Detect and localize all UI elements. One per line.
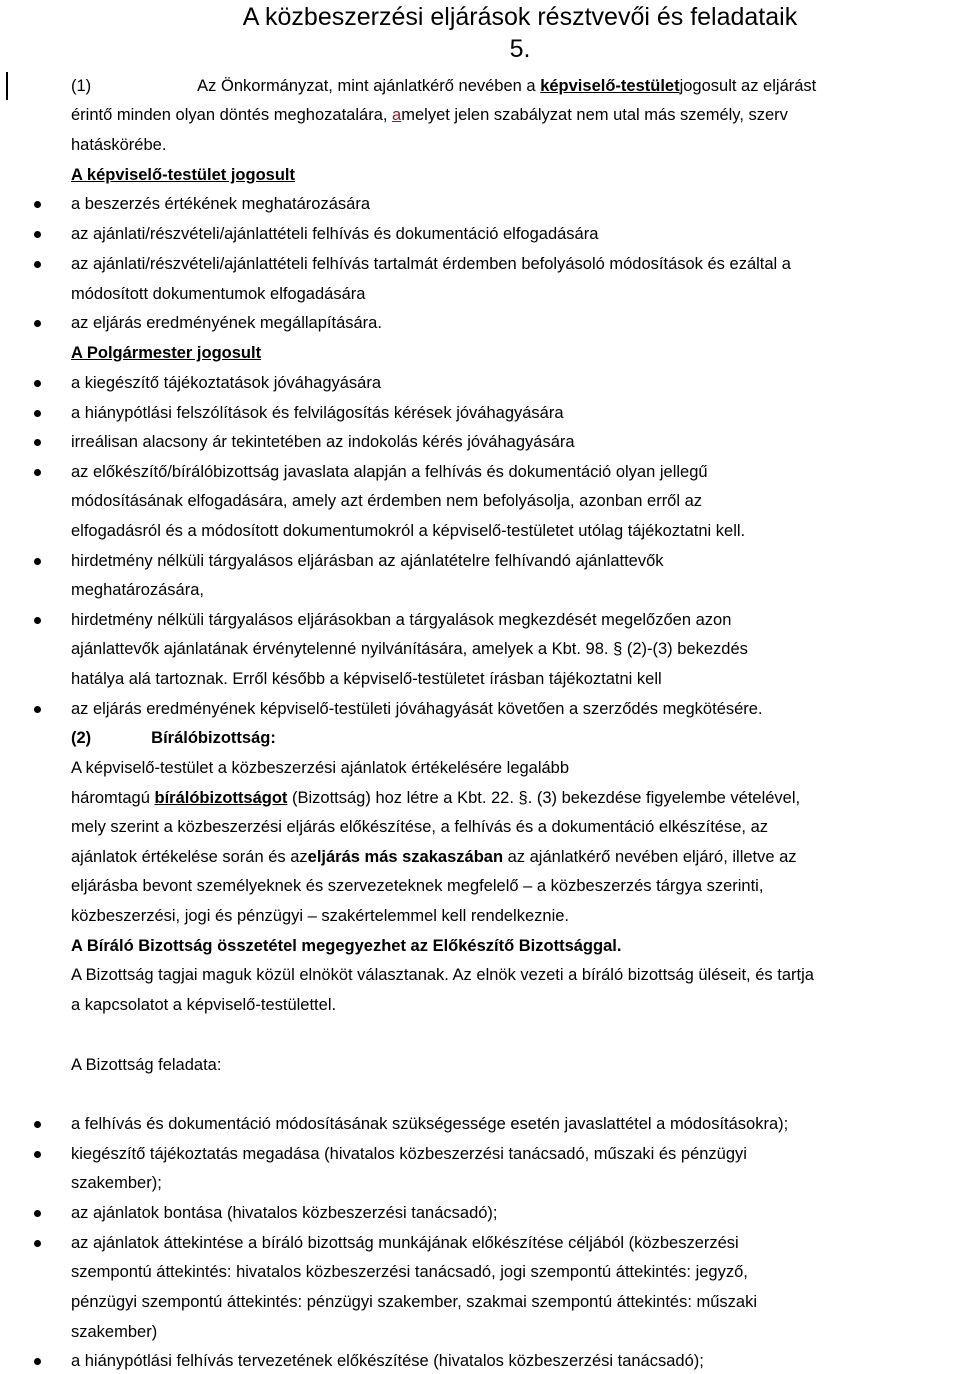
list-item: kiegészítő tájékoztatás megadása (hivatalos közbeszerzési tanácsadó, műszaki és pénzügyi (71, 1145, 747, 1163)
bullet-icon (34, 706, 41, 713)
list-item: irreálisan alacsony ár tekintetében az indokolás kérés jóváhagyására (71, 433, 575, 451)
list-item: az eljárás eredményének képviselő-testületi jóváhagyását követően a szerződés megkötésére. (71, 700, 763, 718)
s1-line-3: hatáskörébe. (71, 136, 167, 154)
bullet-icon (34, 380, 41, 387)
document-title: A közbeszerzési eljárások résztvevői és feladataik (242, 3, 798, 31)
list-item-cont: ajánlattevők ajánlatának érvénytelenné nyilvánítására, amelyek a Kbt. 98. § (2)-(3) bekezdés (71, 640, 748, 658)
section-number: 5. (509, 35, 531, 63)
s1-line-2: érintő minden olyan döntés meghozatalára, amelyet jelen szabályzat nem utal más személy, szerv (71, 106, 788, 124)
list-item: az ajánlatok áttekintése a bíráló bizottság munkájának előkészítése céljából (közbeszerzési (71, 1234, 739, 1252)
bold-statement: A Bíráló Bizottság összetétel megegyezhet az Előkészítő Bizottsággal. (71, 937, 622, 955)
list-item-cont: pénzügyi szempontú áttekintés: pénzügyi szakember, szakmai szempontú áttekintés: műszaki (71, 1293, 758, 1311)
bullet-icon (34, 1151, 41, 1158)
bullet-icon (34, 558, 41, 565)
list-item-cont: módosított dokumentumok elfogadására (71, 285, 366, 303)
list-item: az eljárás eredményének megállapítására. (71, 314, 382, 332)
section-heading: Bírálóbizottság: (151, 729, 276, 747)
list-item: az ajánlati/részvételi/ajánlattételi felhívás és dokumentáció elfogadására (71, 225, 599, 243)
s2-p1-line-3: mely szerint a közbeszerzési eljárás előkészítése, a felhívás és a dokumentáció elkészítése, az (71, 818, 768, 836)
list-item: hirdetmény nélküli tárgyalásos eljárásokban a tárgyalások megkezdését megelőzően azon (71, 611, 732, 629)
body-reference: képviselő-testület (540, 77, 680, 95)
polgarmester-heading: A Polgármester jogosult (71, 344, 262, 362)
list-item-cont: szempontú áttekintés: hivatalos közbeszerzési tanácsadó, jogi szempontú áttekintés: jegyző, (71, 1263, 748, 1281)
s2-p2-line-2: a kapcsolatot a képviselő-testülettel. (71, 996, 337, 1014)
tracked-change: a (392, 106, 402, 124)
bullet-icon (34, 1210, 41, 1217)
bullet-icon (34, 1121, 41, 1128)
bullet-icon (34, 1240, 41, 1247)
list-item: a beszerzés értékének meghatározására (71, 195, 370, 213)
bullet-icon (34, 231, 41, 238)
testulet-heading: A képviselő-testület jogosult (71, 166, 296, 184)
s1-line-1: (1) Az Önkormányzat, mint ajánlatkérő nevében a képviselő-testületjogosult az eljárást (71, 77, 817, 95)
list-item-cont: szakember); (71, 1174, 162, 1192)
list-item: a hiánypótlási felhívás tervezetének előkészítése (hivatalos közbeszerzési tanácsadó); (71, 1352, 704, 1370)
bullet-icon (34, 410, 41, 417)
bullet-icon (34, 439, 41, 446)
list-item-cont: elfogadásról és a módosított dokumentumokról a képviselő-testületet utólag tájékoztatni kell. (71, 522, 746, 540)
feladat-heading: A Bizottság feladata: (71, 1056, 222, 1074)
s2-heading-line (71, 727, 938, 749)
revision-bar (6, 72, 8, 100)
committee-reference: bírálóbizottságot (154, 789, 288, 807)
list-item-cont: hatálya alá tartoznak. Erről később a képviselő-testületet írásban tájékoztatni kell (71, 670, 662, 688)
s2-p1-line-2: háromtagú bírálóbizottságot (Bizottság) hoz létre a Kbt. 22. §. (3) bekezdése figyelembe vételével, (71, 789, 801, 807)
list-item: a kiegészítő tájékoztatások jóváhagyására (71, 374, 382, 392)
bullet-icon (34, 1358, 41, 1365)
list-item-cont: meghatározására, (71, 581, 204, 599)
list-item: a felhívás és dokumentáció módosításának szükségessége esetén javaslattétel a módosításokra); (71, 1115, 789, 1133)
s2-p1-line-6: közbeszerzési, jogi és pénzügyi – szakértelemmel kell rendelkeznie. (71, 907, 569, 925)
list-item: az ajánlati/részvételi/ajánlattételi felhívás tartalmát érdemben befolyásoló módosítások és ezáltal a (71, 255, 791, 273)
bullet-icon (34, 617, 41, 624)
list-item: az előkészítő/bírálóbizottság javaslata alapján a felhívás és dokumentáció olyan jellegű (71, 463, 708, 481)
list-item: az ajánlatok bontása (hivatalos közbeszerzési tanácsadó); (71, 1204, 498, 1222)
paragraph-number: (2) (71, 729, 92, 747)
bullet-icon (34, 201, 41, 208)
s2-p1-line-1: A képviselő-testület a közbeszerzési ajánlatok értékelésére legalább (71, 759, 570, 777)
list-item: a hiánypótlási felszólítások és felvilágosítás kérések jóváhagyására (71, 404, 564, 422)
list-item-cont: szakember) (71, 1323, 158, 1341)
bullet-icon (34, 320, 41, 327)
s2-p2-line-1: A Bizottság tagjai maguk közül elnököt választanak. Az elnök vezeti a bíráló bizottság üléseit, és tartja (71, 966, 814, 984)
s2-p1-line-5: eljárásba bevont személyeknek és szervezeteknek megfelelő – a közbeszerzés tárgya szerinti, (71, 877, 764, 895)
list-item-cont: módosításának elfogadására, amely azt érdemben nem befolyásolja, azonban erről az (71, 492, 703, 510)
bullet-icon (34, 261, 41, 268)
list-item: hirdetmény nélküli tárgyalásos eljárásban az ajánlatételre felhívandó ajánlattevők (71, 552, 664, 570)
s2-p1-line-4: ajánlatok értékelése során és azeljárás más szakaszában az ajánlatkérő nevében eljáró, illetve az (71, 848, 797, 866)
bullet-icon (34, 469, 41, 476)
paragraph-number: (1) (71, 77, 92, 95)
